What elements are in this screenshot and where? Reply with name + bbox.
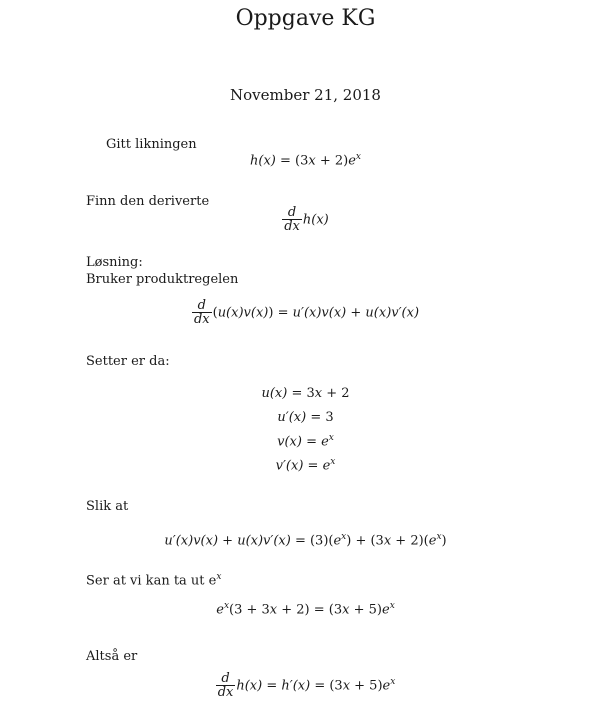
equation-u-prime: u′(x) = 3 <box>277 410 334 425</box>
equation-final-result: $\frac{d}{dx}$ $h(x) = h'(x) = (3x + 5)e^x$ <box>217 671 396 700</box>
slik-at-text: Slik at <box>86 499 129 514</box>
equation-u: u(x) = 3x + 2 <box>261 386 350 401</box>
solution-label: Løsning: <box>86 255 143 270</box>
factor-text: Ser at vi kan ta ut $e^x$ <box>86 572 222 589</box>
document-title: Oppgave KG <box>235 6 376 31</box>
equation-substitution: $u'(x)v(x) + u(x)v'(x) = (3)(e^x) + (3x + 2)(e^x)$ <box>164 532 447 549</box>
product-rule-text: Bruker produktregelen <box>86 272 239 287</box>
conclusion-text: Altså er <box>86 649 138 664</box>
setter-text: Setter er da: <box>86 354 170 369</box>
equation-product-rule: $\frac{d}{dx}$ (u(x)v(x)) = u′(x)v(x) + u(x)v′(x) <box>193 298 420 327</box>
equation-v-prime: $v'(x) = e^x$ <box>275 457 336 474</box>
equation-factored: $e^x(3 + 3x + 2) = (3x + 5)e^x$ <box>216 601 395 618</box>
intro-text: Gitt likningen <box>106 137 197 152</box>
equation-h-definition: $h(x) = (3x + 2)e^x$ <box>250 152 361 169</box>
document-date: November 21, 2018 <box>230 86 381 104</box>
equation-v: $v(x) = e^x$ <box>277 433 334 450</box>
equation-derivative-task: $\frac{d}{dx}$ h(x) <box>284 205 329 234</box>
task-text: Finn den deriverte <box>86 194 210 209</box>
